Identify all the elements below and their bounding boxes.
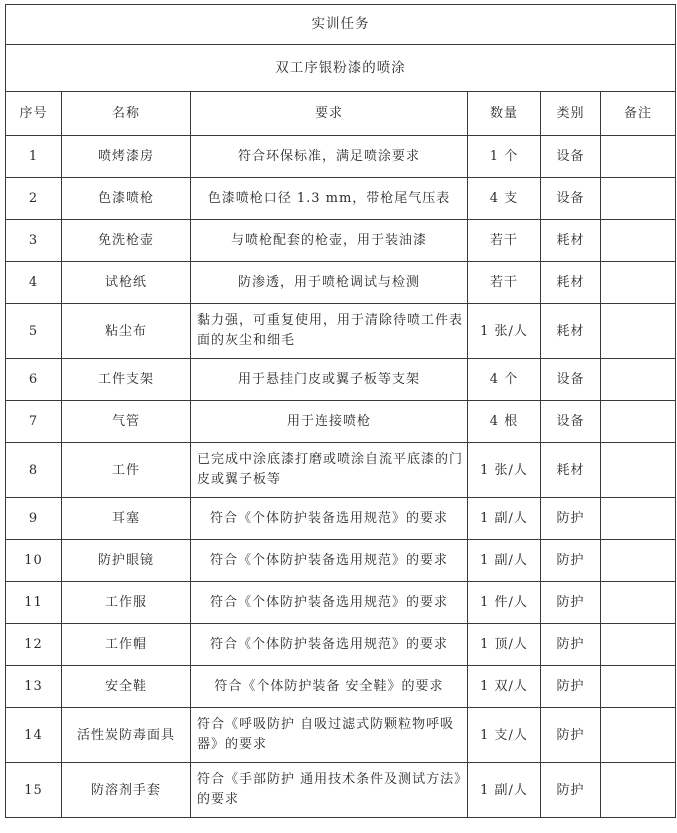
table-row: [6, 624, 676, 666]
cell-requirement: 符合《个体防护装备 安全鞋》的要求: [191, 666, 468, 708]
cell-requirement: 已完成中涂底漆打磨或喷涂自流平底漆的门皮或翼子板等: [191, 443, 468, 498]
cell-no: 7: [6, 401, 62, 443]
header-name: 名称: [62, 92, 191, 136]
task-table: [5, 4, 676, 818]
cell-category: 防护: [541, 666, 601, 708]
cell-name: 粘尘布: [62, 304, 191, 359]
cell-no: 5: [6, 304, 62, 359]
table-row: [6, 178, 676, 220]
cell-requirement: 符合《个体防护装备选用规范》的要求: [191, 582, 468, 624]
document-page: [5, 4, 676, 818]
cell-remark: [601, 763, 676, 818]
cell-requirement: 用于连接喷枪: [191, 401, 468, 443]
cell-category: 设备: [541, 359, 601, 401]
table-row: [6, 401, 676, 443]
cell-name: 工作服: [62, 582, 191, 624]
cell-name: 色漆喷枪: [62, 178, 191, 220]
cell-remark: [601, 401, 676, 443]
cell-quantity: 1 顶/人: [468, 624, 541, 666]
cell-quantity: 1 支/人: [468, 708, 541, 763]
cell-no: 14: [6, 708, 62, 763]
cell-category: 防护: [541, 624, 601, 666]
cell-category: 设备: [541, 178, 601, 220]
cell-requirement: 符合《个体防护装备选用规范》的要求: [191, 540, 468, 582]
cell-requirement: 与喷枪配套的枪壶，用于装油漆: [191, 220, 468, 262]
cell-requirement: 符合《呼吸防护 自吸过滤式防颗粒物呼吸器》的要求: [191, 708, 468, 763]
cell-quantity: 4 支: [468, 178, 541, 220]
cell-requirement: 符合《手部防护 通用技术条件及测试方法》的要求: [191, 763, 468, 818]
cell-name: 工作帽: [62, 624, 191, 666]
header-category: 类别: [541, 92, 601, 136]
cell-no: 6: [6, 359, 62, 401]
cell-quantity: 4 根: [468, 401, 541, 443]
cell-remark: [601, 262, 676, 304]
cell-name: 工件支架: [62, 359, 191, 401]
cell-name: 工件: [62, 443, 191, 498]
cell-remark: [601, 582, 676, 624]
header-row: [6, 92, 676, 136]
cell-quantity: 4 个: [468, 359, 541, 401]
cell-category: 耗材: [541, 220, 601, 262]
cell-no: 10: [6, 540, 62, 582]
header-no: 序号: [6, 92, 62, 136]
cell-category: 防护: [541, 708, 601, 763]
table-row: [6, 220, 676, 262]
cell-name: 防溶剂手套: [62, 763, 191, 818]
table-row: [6, 540, 676, 582]
cell-no: 3: [6, 220, 62, 262]
table-title: 实训任务: [6, 5, 676, 45]
cell-name: 耳塞: [62, 498, 191, 540]
cell-no: 12: [6, 624, 62, 666]
cell-remark: [601, 178, 676, 220]
cell-quantity: 若干: [468, 220, 541, 262]
cell-quantity: 1 件/人: [468, 582, 541, 624]
header-quantity: 数量: [468, 92, 541, 136]
cell-requirement: 符合环保标准，满足喷涂要求: [191, 136, 468, 178]
cell-name: 气管: [62, 401, 191, 443]
title-row: [6, 5, 676, 45]
cell-category: 耗材: [541, 262, 601, 304]
cell-name: 喷烤漆房: [62, 136, 191, 178]
cell-category: 防护: [541, 498, 601, 540]
cell-quantity: 1 张/人: [468, 304, 541, 359]
cell-requirement: 色漆喷枪口径 1.3 mm，带枪尾气压表: [191, 178, 468, 220]
cell-remark: [601, 540, 676, 582]
cell-remark: [601, 359, 676, 401]
cell-remark: [601, 443, 676, 498]
table-row: [6, 763, 676, 818]
cell-remark: [601, 498, 676, 540]
cell-quantity: 1 双/人: [468, 666, 541, 708]
cell-requirement: 符合《个体防护装备选用规范》的要求: [191, 624, 468, 666]
cell-no: 8: [6, 443, 62, 498]
table-subtitle: 双工序银粉漆的喷涂: [6, 45, 676, 92]
cell-quantity: 1 个: [468, 136, 541, 178]
cell-no: 4: [6, 262, 62, 304]
cell-category: 耗材: [541, 443, 601, 498]
table-row: [6, 666, 676, 708]
cell-remark: [601, 304, 676, 359]
cell-quantity: 1 副/人: [468, 763, 541, 818]
cell-category: 耗材: [541, 304, 601, 359]
table-row: [6, 359, 676, 401]
cell-name: 安全鞋: [62, 666, 191, 708]
subtitle-row: [6, 45, 676, 92]
table-row: [6, 262, 676, 304]
cell-category: 防护: [541, 540, 601, 582]
cell-requirement: 防渗透，用于喷枪调试与检测: [191, 262, 468, 304]
cell-quantity: 1 张/人: [468, 443, 541, 498]
cell-no: 1: [6, 136, 62, 178]
cell-remark: [601, 666, 676, 708]
cell-requirement: 符合《个体防护装备选用规范》的要求: [191, 498, 468, 540]
cell-category: 防护: [541, 582, 601, 624]
cell-no: 13: [6, 666, 62, 708]
cell-name: 防护眼镜: [62, 540, 191, 582]
cell-quantity: 若干: [468, 262, 541, 304]
table-row: [6, 498, 676, 540]
cell-quantity: 1 副/人: [468, 540, 541, 582]
header-requirement: 要求: [191, 92, 468, 136]
cell-no: 9: [6, 498, 62, 540]
cell-no: 11: [6, 582, 62, 624]
cell-category: 防护: [541, 763, 601, 818]
table-row: [6, 443, 676, 498]
cell-category: 设备: [541, 401, 601, 443]
cell-no: 2: [6, 178, 62, 220]
cell-name: 试枪纸: [62, 262, 191, 304]
cell-name: 免洗枪壶: [62, 220, 191, 262]
cell-quantity: 1 副/人: [468, 498, 541, 540]
cell-remark: [601, 708, 676, 763]
table-row: [6, 708, 676, 763]
cell-no: 15: [6, 763, 62, 818]
table-row: [6, 136, 676, 178]
cell-name: 活性炭防毒面具: [62, 708, 191, 763]
cell-remark: [601, 220, 676, 262]
table-row: [6, 582, 676, 624]
cell-remark: [601, 136, 676, 178]
header-remark: 备注: [601, 92, 676, 136]
cell-remark: [601, 624, 676, 666]
cell-requirement: 黏力强，可重复使用，用于清除待喷工件表面的灰尘和细毛: [191, 304, 468, 359]
cell-category: 设备: [541, 136, 601, 178]
cell-requirement: 用于悬挂门皮或翼子板等支架: [191, 359, 468, 401]
table-row: [6, 304, 676, 359]
